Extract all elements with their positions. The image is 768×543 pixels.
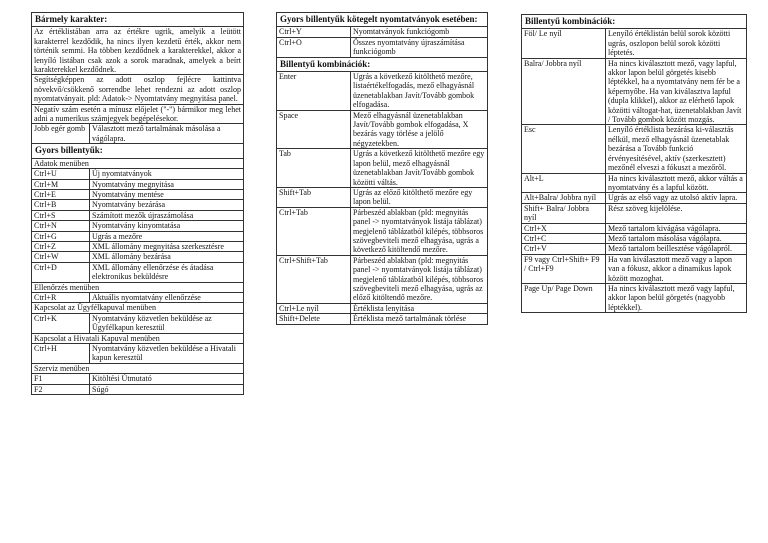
shortcut-description: Nyomtatvány bezárása xyxy=(90,200,244,210)
shortcut-row xyxy=(522,203,747,223)
shortcut-row xyxy=(32,344,244,364)
shortcut-row xyxy=(277,27,488,37)
shortcut-description: XML állomány megnyitása szerkesztésre xyxy=(90,241,244,251)
shortcut-description: Aktuális nyomtatvány ellenőrzése xyxy=(90,292,244,302)
shortcut-description: Párbeszéd ablakban (pld: megnyitás panel -> nyomtatványok listája táblázat) megjelenő táblázatból kilépés, többsoros szövegbeviteli mező elhagyása, ugrás a következő kitöltendő mezőre. xyxy=(351,207,488,255)
shortcut-key: Alt+Balra/ Jobbra nyíl xyxy=(522,193,606,203)
shortcut-key: Ctrl+S xyxy=(32,210,90,220)
shortcut-row xyxy=(32,262,244,282)
shortcut-row xyxy=(32,241,244,251)
quick-keys-heading: Gyors billentyűk: xyxy=(32,144,244,158)
shortcut-row xyxy=(277,187,488,207)
menu-section-title: Adatok menüben xyxy=(32,158,244,168)
shortcut-description: Értéklista lenyitása xyxy=(351,303,488,313)
shortcut-key: F1 xyxy=(32,374,90,384)
shortcut-description: Új nyomtatványok xyxy=(90,169,244,179)
shortcut-key: Ctrl+M xyxy=(32,179,90,189)
shortcut-row xyxy=(277,37,488,57)
shortcut-description: Kitöltési Útmutató xyxy=(90,374,244,384)
menu-section-title: Kapcsolat az Ügyfélkapuval menüben xyxy=(32,303,244,313)
shortcut-key: Ctrl+X xyxy=(522,223,606,233)
shortcut-row xyxy=(277,255,488,303)
shortcut-key: Ctrl+E xyxy=(32,189,90,199)
shortcut-row xyxy=(32,292,244,302)
shortcut-key: Ctrl+N xyxy=(32,221,90,231)
shortcut-key: Ctrl+C xyxy=(522,233,606,243)
shortcut-row xyxy=(32,221,244,231)
shortcut-key: Ctrl+W xyxy=(32,252,90,262)
shortcut-description: Értéklista mező tartalmának törlése xyxy=(351,314,488,324)
shortcut-row xyxy=(522,283,747,312)
shortcut-row xyxy=(522,244,747,254)
shortcut-description: XML állomány ellenőrzése és átadása elektronikus beküldésre xyxy=(90,262,244,282)
shortcut-key: Ctrl+Shift+Tab xyxy=(277,255,351,303)
shortcut-row xyxy=(32,169,244,179)
shortcut-key: Jobb egér gomb xyxy=(32,124,90,144)
shortcut-description: Ugrás az első vagy az utolsó aktív lapra. xyxy=(606,193,747,203)
shortcut-key: Ctrl+B xyxy=(32,200,90,210)
shortcut-key: Ctrl+K xyxy=(32,313,90,333)
shortcut-key: F9 vagy Ctrl+Shift+ F9 / Ctrl+F9 xyxy=(522,254,606,283)
shortcut-key: Tab xyxy=(277,149,351,188)
shortcut-description: Ha nincs kiválasztott mező vagy lapful, akkor lapon belül görgetés (nagyobb léptékkel). xyxy=(606,283,747,312)
shortcut-description: Ugrás a következő kitölthető mezőre egy lapon belül, mező elhagyásnál üzenetablakban Javít/Tovább gombok közötti váltás. xyxy=(351,149,488,188)
negative-number-hint: Negatív szám esetén a mínusz előjelet ("-") bármikor meg lehet adni a numerikus számjegyek begépelésekor. xyxy=(32,104,244,124)
key-combinations-heading: Billentyű kombinációk: xyxy=(522,15,747,29)
general-shortcuts-table xyxy=(31,12,244,395)
shortcut-row xyxy=(32,210,244,220)
shortcut-description: Ha nincs kiválasztott mező, akkor váltás a nyomtatvány és a lapful között. xyxy=(606,173,747,193)
shortcut-description: Nyomtatvány közvetlen beküldése a Hivatali kapun keresztül xyxy=(90,344,244,364)
shortcut-row xyxy=(277,72,488,111)
shortcut-key: Ctrl+U xyxy=(32,169,90,179)
shortcut-description: Ha van kiválasztott mező vagy a lapon van a fókusz, akkor a dinamikus lapok között mozoghat. xyxy=(606,254,747,283)
shortcut-description: Nyomtatványok funkciógomb xyxy=(351,27,488,37)
shortcut-key: Ctrl+R xyxy=(32,292,90,302)
shortcut-key: Ctrl+O xyxy=(277,37,351,57)
shortcut-key: Alt+L xyxy=(522,173,606,193)
shortcut-description: Ugrás az előző kitölthető mezőre egy lapon belül. xyxy=(351,187,488,207)
shortcut-key: Ctrl+Tab xyxy=(277,207,351,255)
shortcut-row xyxy=(522,29,747,58)
shortcut-description: Ha nincs kiválasztott mező, vagy lapful, akkor lapon belül görgetés kisebb léptékkel, ha a nyomtatvány nem fér be a képernyőbe. Ha van kiválasztva lapful (dupla klikkel), akkor az elérhető lapok közötti váltogat-hat, üzenetablakban Javít / Tovább gombok között mozgás. xyxy=(606,58,747,125)
any-character-heading: Bármely karakter: xyxy=(32,13,244,27)
shortcut-description: XML állomány bezárása xyxy=(90,252,244,262)
shortcut-row xyxy=(32,252,244,262)
shortcut-row xyxy=(32,200,244,210)
shortcut-key: Shift+Delete xyxy=(277,314,351,324)
shortcut-row xyxy=(32,189,244,199)
shortcut-description: Ugrás a következő kitölthető mezőre, listaértékelfogadás, mező elhagyásnál üzenetablakban Javít/Tovább gombok elfogadása. xyxy=(351,72,488,111)
shortcut-key: Ctrl+G xyxy=(32,231,90,241)
shortcut-key: Esc xyxy=(522,125,606,173)
shortcut-row xyxy=(32,384,244,394)
shortcut-description: Nyomtatvány kinyomtatása xyxy=(90,221,244,231)
key-combinations-heading: Billentyű kombinációk: xyxy=(277,57,488,71)
batch-quick-keys-heading: Gyors billentyűk kötegelt nyomtatványok esetében: xyxy=(277,13,488,27)
shortcut-key: Ctrl+Z xyxy=(32,241,90,251)
shortcut-row xyxy=(522,173,747,193)
shortcut-description: Nyomtatvány megnyitása xyxy=(90,179,244,189)
shortcut-key: Ctrl+Le nyíl xyxy=(277,303,351,313)
shortcut-description: Mező tartalom beillesztése vágólapról. xyxy=(606,244,747,254)
shortcut-key: Ctrl+D xyxy=(32,262,90,282)
shortcut-row xyxy=(277,303,488,313)
shortcut-row xyxy=(277,149,488,188)
shortcut-row xyxy=(522,254,747,283)
shortcut-description: Összes nyomtatvány újraszámítása funkciógomb xyxy=(351,37,488,57)
shortcut-row xyxy=(32,231,244,241)
shortcut-row xyxy=(32,179,244,189)
any-character-description: Az értéklistában arra az értékre ugrik, amelyik a leütött karakterrel kezdődik, ha nincs ilyen kezdetű érték, akkor nem történik semmi. Ha többen kezdődnek a karakterekkel, akkor a lenyíló listában csak azok a sorok maradnak, amelyek a beírt karakterekkel kezdődnek. xyxy=(32,27,244,75)
shortcut-row xyxy=(32,313,244,333)
menu-section-title: Ellenőrzés menüben xyxy=(32,282,244,292)
shortcut-key: Shift+ Balra/ Jobbra nyíl xyxy=(522,203,606,223)
shortcut-key: Shift+Tab xyxy=(277,187,351,207)
shortcut-row xyxy=(522,125,747,173)
batch-shortcuts-table xyxy=(276,12,488,325)
shortcut-key: Balra/ Jobbra nyíl xyxy=(522,58,606,125)
shortcut-key: Föl/ Le nyíl xyxy=(522,29,606,58)
shortcut-description: Ugrás a mezőre xyxy=(90,231,244,241)
shortcut-description: Mező tartalom kivágása vágólapra. xyxy=(606,223,747,233)
shortcut-row xyxy=(522,193,747,203)
shortcut-description: Nyomtatvány mentése xyxy=(90,189,244,199)
shortcut-description: Párbeszéd ablakban (pld: megnyitás panel -> nyomtatványok listája táblázat) megjelenő táblázatból kilépés, többsoros szövegbeviteli mező elhagyása, ugrás az előző kitöltendő mezőre. xyxy=(351,255,488,303)
shortcut-description: Választott mező tartalmának másolása a vágólapra. xyxy=(90,124,244,144)
sort-hint: Segítségképpen az adott oszlop fejlécre kattintva növekvő/csökkenő sorrendbe lehet rendezni az adott oszlop nyomtatványait. pld: Adatok-> Nyomtatvány megnyitása panel. xyxy=(32,75,244,104)
shortcut-row xyxy=(277,110,488,149)
shortcut-description: Nyomtatvány közvetlen beküldése az Ügyfélkapun keresztül xyxy=(90,313,244,333)
shortcut-key: Ctrl+H xyxy=(32,344,90,364)
shortcut-key: Ctrl+V xyxy=(522,244,606,254)
menu-section-title: Kapcsolat a Hivatali Kapuval menüben xyxy=(32,333,244,343)
shortcut-row xyxy=(277,207,488,255)
shortcut-row xyxy=(277,314,488,324)
shortcut-key: Space xyxy=(277,110,351,149)
shortcut-description: Mező elhagyásnál üzenetablakban Javít/Tovább gombok elfogadása, X bezárás vagy törlése a jelölő négyzetekben. xyxy=(351,110,488,149)
shortcut-description: Mező tartalom másolása vágólapra. xyxy=(606,233,747,243)
key-combinations-table xyxy=(521,14,747,313)
shortcut-row xyxy=(522,233,747,243)
shortcut-row xyxy=(32,374,244,384)
shortcut-key: Enter xyxy=(277,72,351,111)
shortcut-key: F2 xyxy=(32,384,90,394)
shortcut-description: Lenyíló értéklistán belül sorok közötti ugrás, oszlopon belül sorok közötti léptetés. xyxy=(606,29,747,58)
shortcut-row xyxy=(522,58,747,125)
shortcut-row xyxy=(522,223,747,233)
shortcut-key: Ctrl+Y xyxy=(277,27,351,37)
shortcut-description: Számított mezők újraszámolása xyxy=(90,210,244,220)
shortcut-description: Rész szöveg kijelölése. xyxy=(606,203,747,223)
shortcut-key: Page Up/ Page Down xyxy=(522,283,606,312)
shortcut-description: Súgó xyxy=(90,384,244,394)
shortcut-description: Lenyíló értéklista bezárása ki-választás nélkül, mező elhagyásnál üzenetablak bezárása a Tovább funkció érvényesítésével, aktív (szerkesztett) mezőnél elveszi a fókuszt a mezőről. xyxy=(606,125,747,173)
menu-section-title: Szerviz menüben xyxy=(32,363,244,373)
